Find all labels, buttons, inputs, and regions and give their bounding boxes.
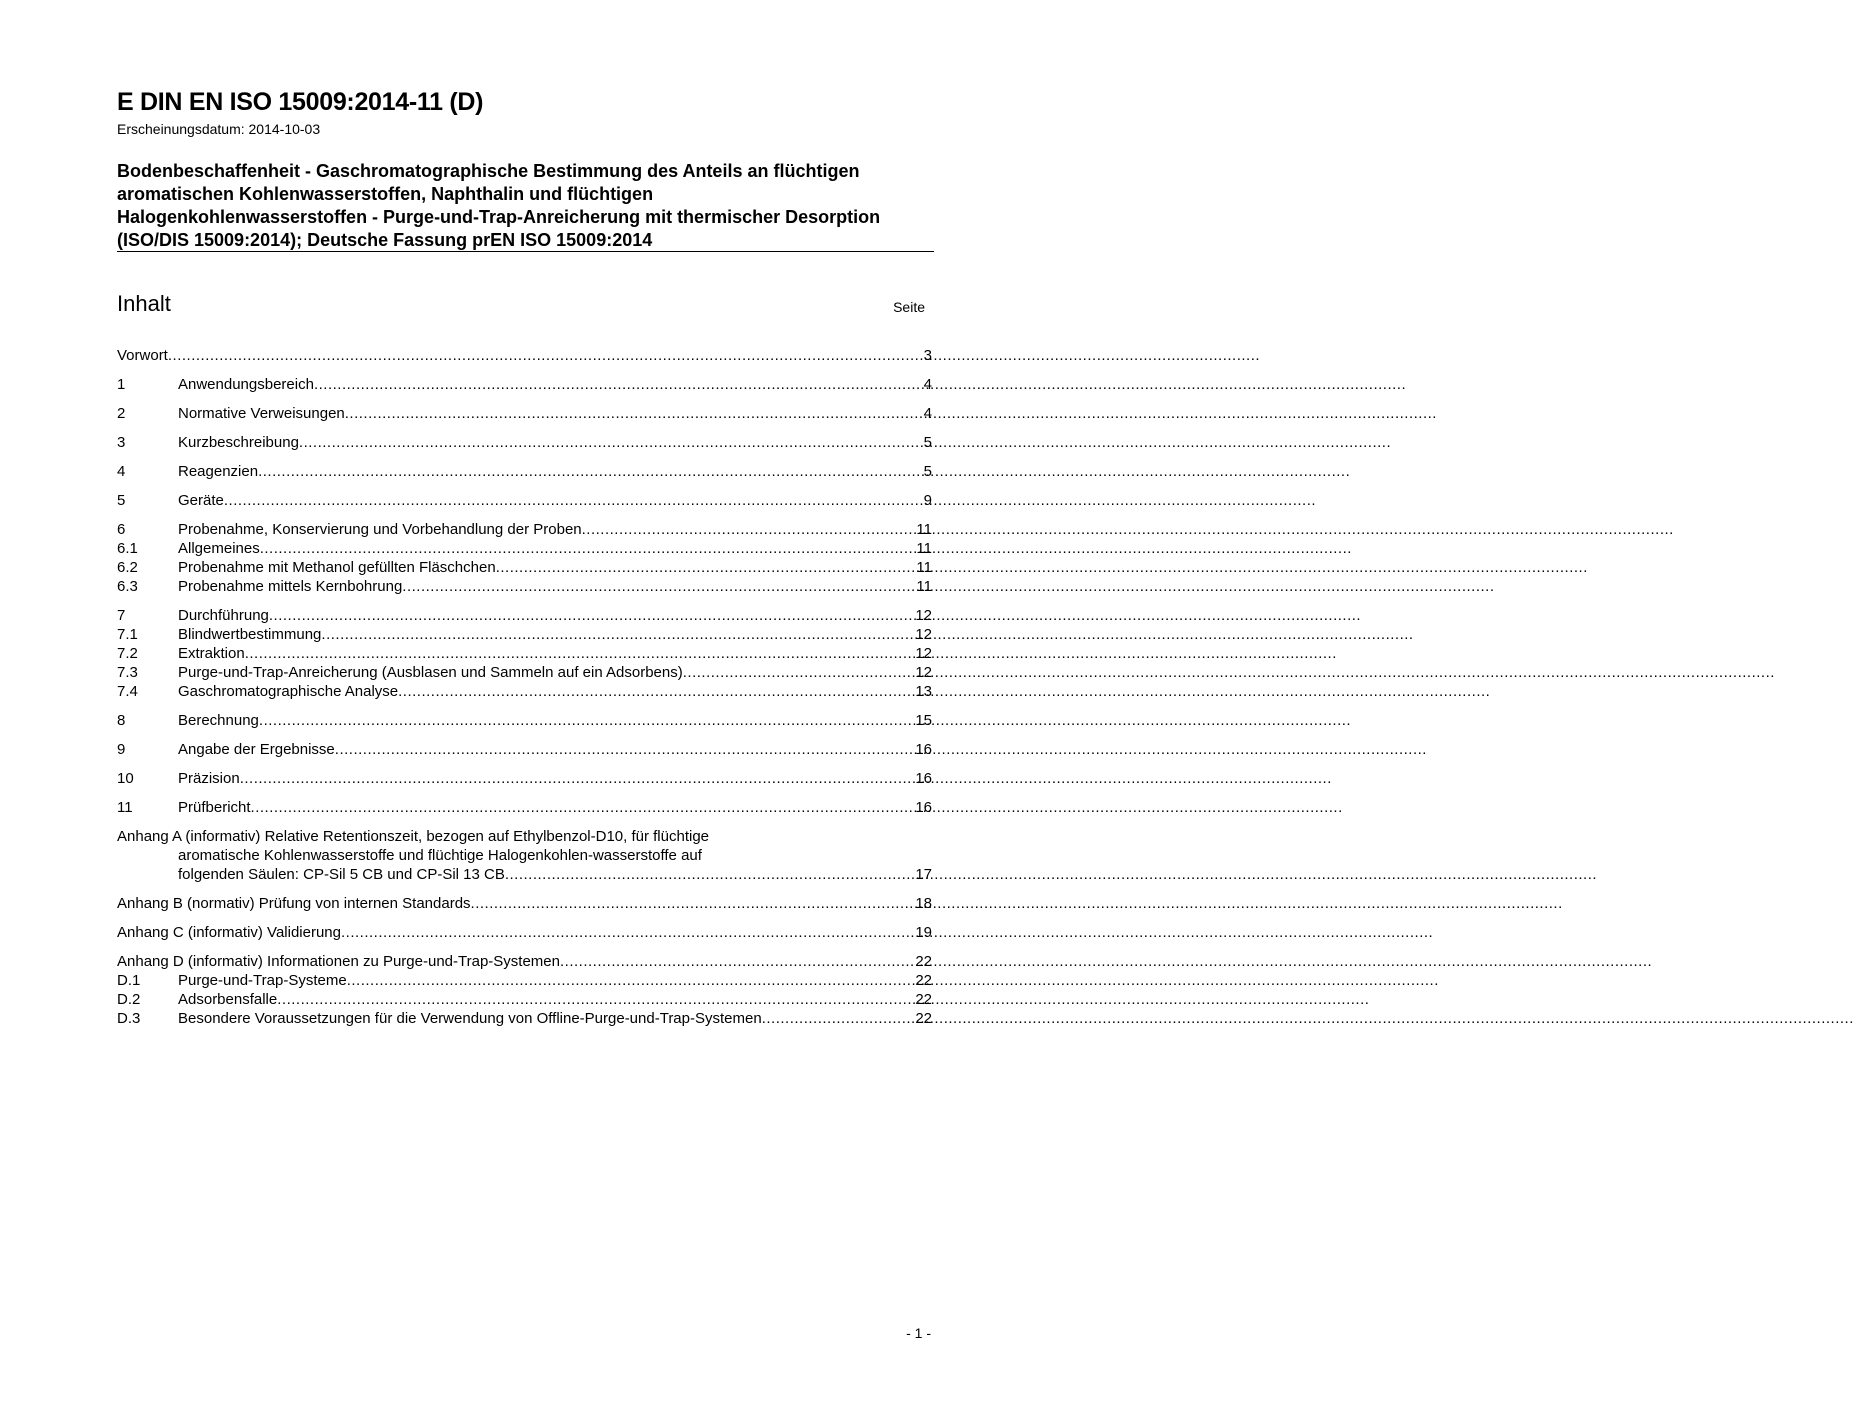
annex-a-line-3 [117, 865, 932, 884]
toc-leader [505, 865, 915, 884]
toc-entry-vorwort[interactable] [117, 346, 932, 365]
toc-entry-number: 4 [117, 463, 126, 480]
annex-a-line-1: Anhang A (informativ) Relative Retentionszeit, bezogen auf Ethylbenzol-D10, für flüchtige [117, 828, 710, 845]
toc-entry-number: 7.1 [117, 626, 138, 643]
toc-leader [341, 923, 915, 942]
toc-entry-number: 9 [117, 741, 126, 758]
toc-leader [168, 346, 924, 365]
toc-entry-6-1[interactable] [117, 539, 932, 558]
toc-entry-8[interactable] [117, 711, 932, 730]
toc-entry-7-1[interactable] [117, 625, 932, 644]
toc-entry-title: Angabe der Ergebnisse [178, 741, 335, 758]
toc-leader [245, 644, 916, 663]
toc-leader [259, 711, 915, 730]
page-number: - 1 - [906, 1325, 931, 1341]
toc-entry-number: 7.3 [117, 664, 138, 681]
toc-entry-number: 6.2 [117, 559, 138, 576]
toc-entry-d-2[interactable] [117, 990, 932, 1009]
toc-entry-page: 5 [923, 434, 932, 451]
toc-entry-number: 3 [117, 434, 126, 451]
toc-leader [240, 769, 916, 788]
toc-entry-page: 4 [923, 376, 932, 393]
toc-entry-title: Besondere Voraussetzungen für die Verwendung von Offline-Purge-und-Trap-Systemen [178, 1010, 762, 1027]
toc-entry-number: 2 [117, 405, 126, 422]
toc-entry-page: 11 [916, 578, 932, 595]
toc-leader [347, 971, 916, 990]
toc-entry-page: 11 [916, 559, 932, 576]
toc-entry-title: Allgemeines [178, 540, 260, 557]
toc-entry-page: 3 [923, 347, 932, 364]
toc-entry-page: 16 [915, 770, 932, 787]
toc-entry-number: 7.2 [117, 645, 138, 662]
table-of-contents [117, 346, 932, 1028]
toc-entry-title: Reagenzien [178, 463, 259, 480]
toc-entry-number: 6 [117, 521, 126, 538]
toc-leader [314, 375, 924, 394]
toc-entry-number: 6.3 [117, 578, 138, 595]
toc-entry-title: Adsorbensfalle [178, 991, 278, 1008]
toc-leader [251, 798, 916, 817]
toc-entry-annex-a[interactable] [117, 827, 932, 884]
toc-entry-10[interactable] [117, 769, 932, 788]
toc-entry-number: 1 [117, 376, 126, 393]
toc-leader [496, 558, 917, 577]
toc-entry-3[interactable] [117, 433, 932, 452]
toc-leader [224, 491, 924, 510]
toc-leader [560, 952, 915, 971]
document-id: E DIN EN ISO 15009:2014-11 (D) [117, 88, 484, 116]
toc-leader [258, 462, 924, 481]
toc-entry-title: Purge-und-Trap-Systeme [178, 972, 347, 989]
toc-entry-page: 16 [915, 799, 932, 816]
toc-entry-6-2[interactable] [117, 558, 932, 577]
toc-entry-7[interactable] [117, 606, 932, 625]
toc-entry-page: 17 [915, 866, 932, 883]
toc-leader [402, 577, 916, 596]
document-title: Bodenbeschaffenheit - Gaschromatographische Bestimmung des Anteils an flüchtigen aromatischen Kohlenwasserstoffen, Naphthalin und flüchtigen Halogenkohlenwasserstoffen - Purge-und-Trap-Anreicherung mit thermischer Desorption (ISO/DIS 15009:2014); Deutsche Fassung prEN ISO 15009:2014 [117, 161, 881, 250]
toc-entry-page: 11 [916, 521, 932, 538]
toc-entry-d-1[interactable] [117, 971, 932, 990]
toc-leader [260, 539, 917, 558]
toc-entry-page: 18 [915, 895, 932, 912]
toc-entry-d-3[interactable] [117, 1009, 932, 1028]
toc-entry-title: Anwendungsbereich [178, 376, 314, 393]
toc-entry-page: 12 [915, 664, 932, 681]
toc-entry-number: 6.1 [117, 540, 138, 557]
toc-entry-number: 7.4 [117, 683, 138, 700]
toc-entry-title: Vorwort [117, 347, 168, 364]
toc-entry-number: 7 [117, 607, 126, 624]
toc-entry-title: folgenden Säulen: CP-Sil 5 CB und CP-Sil 13 CB [178, 866, 505, 883]
toc-entry-page: 16 [915, 741, 932, 758]
toc-leader [299, 433, 924, 452]
toc-entry-title: Gaschromatographische Analyse [178, 683, 399, 700]
toc-entry-title: Präzision [178, 770, 240, 787]
toc-entry-page: 13 [915, 683, 932, 700]
toc-entry-6[interactable] [117, 520, 932, 539]
toc-entry-11[interactable] [117, 798, 932, 817]
toc-entry-7-3[interactable] [117, 663, 932, 682]
toc-leader [582, 520, 917, 539]
toc-entry-title: Kurzbeschreibung [178, 434, 299, 451]
toc-leader [277, 990, 915, 1009]
toc-entry-title: Berechnung [178, 712, 259, 729]
toc-entry-title: Probenahme, Konservierung und Vorbehandlung der Proben [178, 521, 582, 538]
toc-entry-page: 12 [915, 607, 932, 624]
toc-entry-title: Durchführung [178, 607, 269, 624]
toc-entry-annex-b[interactable] [117, 894, 932, 913]
toc-entry-number: D.1 [117, 972, 141, 989]
toc-entry-title: Geräte [178, 492, 224, 509]
toc-leader [683, 663, 916, 682]
toc-page-label: Seite [893, 299, 925, 315]
toc-entry-title: Anhang B (normativ) Prüfung von internen Standards [117, 895, 471, 912]
toc-entry-title: Normative Verweisungen [178, 405, 345, 422]
toc-entry-title: Extraktion [178, 645, 245, 662]
toc-entry-page: 19 [915, 924, 932, 941]
toc-leader [321, 625, 915, 644]
toc-entry-annex-c[interactable] [117, 923, 932, 942]
toc-entry-page: 22 [915, 953, 932, 970]
toc-entry-number: 11 [117, 799, 133, 816]
toc-entry-number: 8 [117, 712, 126, 729]
toc-entry-page: 5 [923, 463, 932, 480]
toc-entry-7-4[interactable] [117, 682, 932, 701]
toc-entry-annex-d[interactable] [117, 952, 932, 971]
toc-entry-page: 9 [923, 492, 932, 509]
toc-entry-1[interactable] [117, 375, 932, 394]
toc-entry-page: 22 [915, 972, 932, 989]
toc-entry-4[interactable] [117, 462, 932, 481]
toc-entry-number: D.3 [117, 1010, 141, 1027]
toc-entry-5[interactable] [117, 491, 932, 510]
toc-leader [335, 740, 916, 759]
toc-leader [269, 606, 915, 625]
toc-entry-9[interactable] [117, 740, 932, 759]
toc-entry-title: Anhang D (informativ) Informationen zu Purge-und-Trap-Systemen [117, 953, 560, 970]
toc-entry-title: Purge-und-Trap-Anreicherung (Ausblasen und Sammeln auf ein Adsorbens) [178, 664, 683, 681]
toc-entry-page: 11 [916, 540, 932, 557]
toc-entry-page: 4 [923, 405, 932, 422]
toc-leader [471, 894, 916, 913]
toc-leader [398, 682, 915, 701]
toc-entry-2[interactable] [117, 404, 932, 423]
title-divider [117, 251, 934, 252]
toc-entry-page: 22 [915, 1010, 932, 1027]
toc-entry-6-3[interactable] [117, 577, 932, 596]
toc-entry-7-2[interactable] [117, 644, 932, 663]
toc-leader [762, 1009, 916, 1028]
toc-entry-number: 10 [117, 770, 134, 787]
toc-entry-number: D.2 [117, 991, 141, 1008]
annex-a-line-2: aromatische Kohlenwasserstoffe und flüchtige Halogenkohlen-wasserstoffe auf [178, 847, 702, 864]
toc-heading: Inhalt [117, 291, 171, 316]
toc-entry-title: Probenahme mittels Kernbohrung [178, 578, 403, 595]
toc-entry-page: 15 [915, 712, 932, 729]
toc-entry-number: 5 [117, 492, 126, 509]
toc-entry-page: 12 [915, 626, 932, 643]
toc-entry-title: Anhang C (informativ) Validierung [117, 924, 341, 941]
toc-entry-title: Prüfbericht [178, 799, 251, 816]
toc-entry-title: Blindwertbestimmung [178, 626, 322, 643]
toc-entry-page: 12 [915, 645, 932, 662]
toc-entry-title: Probenahme mit Methanol gefüllten Fläschchen [178, 559, 496, 576]
toc-leader [345, 404, 924, 423]
publication-date: Erscheinungsdatum: 2014-10-03 [117, 121, 321, 137]
toc-entry-page: 22 [915, 991, 932, 1008]
